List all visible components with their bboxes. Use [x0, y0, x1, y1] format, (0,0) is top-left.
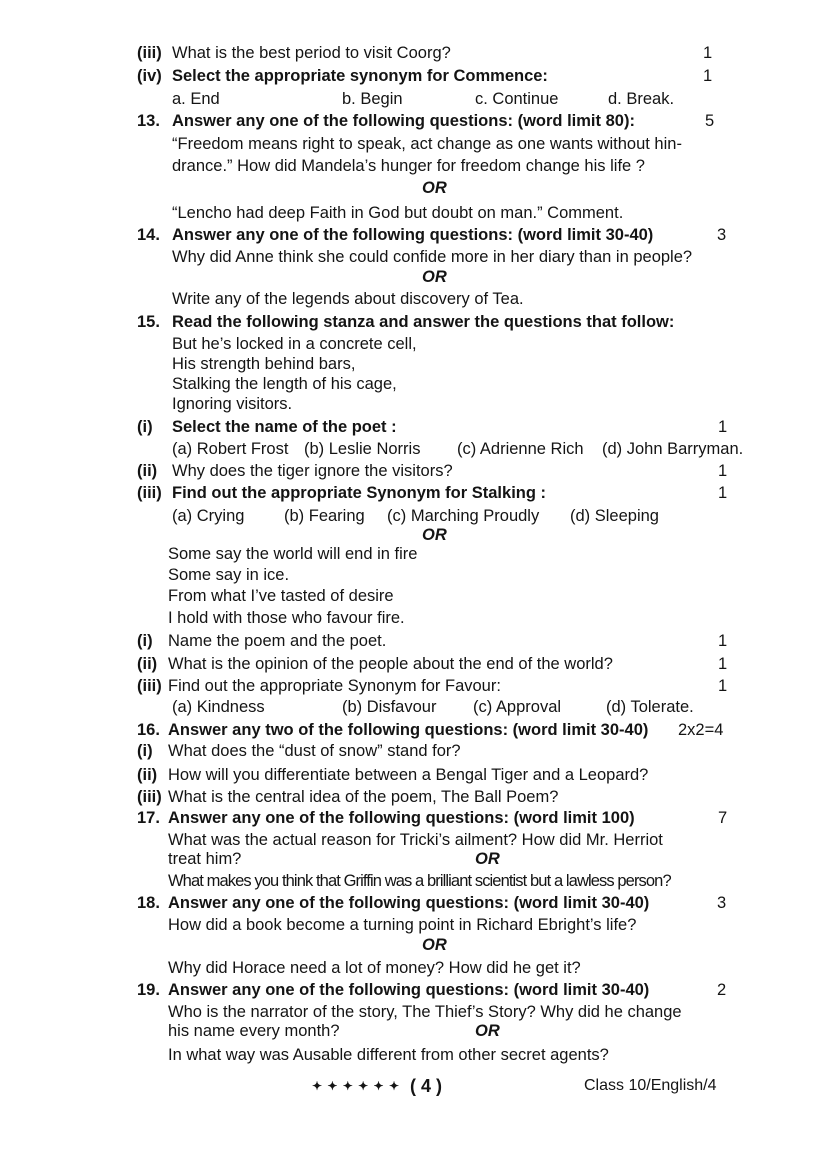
question-number: (i): [137, 632, 153, 650]
question-line: [0, 42, 826, 64]
class-label: Class 10/English/4: [584, 1077, 717, 1094]
question-text: What is the opinion of the people about the end of the world?: [168, 655, 613, 673]
marks: 1: [718, 655, 728, 673]
text-line: [0, 1044, 826, 1066]
question-line: [0, 482, 826, 504]
marks: 1: [718, 462, 728, 480]
question-text: Write any of the legends about discovery of Tea.: [172, 290, 524, 308]
stanza-line: [0, 373, 826, 395]
marks: 7: [718, 809, 728, 827]
option-b: (b) Leslie Norris: [304, 440, 421, 458]
option-d: (d) Tolerate.: [606, 698, 694, 716]
stanza-line: [0, 333, 826, 355]
question-text: Who is the narrator of the story, The Thief’s Story? Why did he change: [168, 1003, 682, 1021]
marks: 1: [718, 418, 728, 436]
text-line: [0, 848, 826, 870]
question-number: (ii): [137, 462, 158, 480]
text-line: [0, 155, 826, 177]
text-line: [0, 957, 826, 979]
question-text: Answer any one of the following questions: (word limit 30-40): [168, 894, 650, 912]
options-line: [0, 696, 826, 718]
poem-text: From what I’ve tasted of desire: [168, 587, 394, 605]
option-c: (c) Adrienne Rich: [457, 440, 584, 458]
or-line: [0, 177, 826, 199]
poem-line: [0, 585, 826, 607]
question-number: 13.: [137, 112, 160, 130]
question-text: Select the name of the poet :: [172, 418, 397, 436]
option-d: (d) John Barryman.: [602, 440, 744, 458]
star-ornament: ✦ ✦ ✦ ✦ ✦ ✦: [312, 1079, 400, 1093]
page-footer: [0, 1075, 826, 1097]
question-line: [0, 65, 826, 87]
or-separator: OR: [422, 179, 447, 197]
question-line: [0, 740, 826, 762]
question-text: Answer any one of the following questions: (word limit 30-40): [168, 981, 650, 999]
question-text: Answer any one of the following questions: (word limit 30-40): [172, 226, 654, 244]
question-line: [0, 719, 826, 741]
marks: 1: [718, 677, 728, 695]
question-line: [0, 460, 826, 482]
or-separator: OR: [475, 850, 500, 868]
question-text: Why does the tiger ignore the visitors?: [172, 462, 453, 480]
marks: 3: [717, 226, 727, 244]
option-b: (b) Fearing: [284, 507, 365, 525]
question-text: In what way was Ausable different from other secret agents?: [168, 1046, 609, 1064]
question-text: What is the central idea of the poem, The Ball Poem?: [168, 788, 559, 806]
or-line: [0, 266, 826, 288]
question-text: his name every month?: [168, 1022, 340, 1040]
question-text: Why did Horace need a lot of money? How did he get it?: [168, 959, 581, 977]
option-a: a. End: [172, 90, 220, 108]
option-c: (c) Approval: [473, 698, 562, 716]
stanza-text: Stalking the length of his cage,: [172, 375, 397, 393]
or-separator: OR: [422, 936, 447, 954]
poem-text: Some say in ice.: [168, 566, 290, 584]
question-number: 17.: [137, 809, 160, 827]
question-line: [0, 630, 826, 652]
question-text: What was the actual reason for Tricki’s ailment? How did Mr. Herriot: [168, 831, 663, 849]
option-d: d. Break.: [608, 90, 675, 108]
stanza-line: [0, 353, 826, 375]
question-number: 18.: [137, 894, 160, 912]
option-c: (c) Marching Proudly: [387, 507, 540, 525]
question-text: treat him?: [168, 850, 242, 868]
or-separator: OR: [475, 1022, 500, 1040]
question-text: What does the “dust of snow” stand for?: [168, 742, 461, 760]
question-text: How will you differentiate between a Bengal Tiger and a Leopard?: [168, 766, 649, 784]
question-text: What makes you think that Griffin was a brilliant scientist but a lawless person?: [168, 872, 671, 890]
option-c: c. Continue: [475, 90, 559, 108]
stanza-text: But he’s locked in a concrete cell,: [172, 335, 417, 353]
question-number: (iii): [137, 484, 162, 502]
question-text: Name the poem and the poet.: [168, 632, 387, 650]
question-text: Select the appropriate synonym for Commence:: [172, 67, 548, 85]
option-b: (b) Disfavour: [342, 698, 437, 716]
question-text: Why did Anne think she could confide more in her diary than in people?: [172, 248, 693, 266]
question-line: [0, 224, 826, 246]
stanza-text: His strength behind bars,: [172, 355, 356, 373]
marks: 1: [703, 67, 713, 85]
question-text: Find out the appropriate Synonym for Stalking :: [172, 484, 547, 502]
question-text: drance.” How did Mandela’s hunger for freedom change his life ?: [172, 157, 645, 175]
question-text: “Lencho had deep Faith in God but doubt on man.” Comment.: [172, 204, 624, 222]
poem-text: I hold with those who favour fire.: [168, 609, 405, 627]
text-line: [0, 914, 826, 936]
question-line: [0, 675, 826, 697]
or-separator: OR: [422, 526, 447, 544]
marks: 5: [705, 112, 715, 130]
text-line: [0, 246, 826, 268]
question-line: [0, 653, 826, 675]
or-line: [0, 934, 826, 956]
text-line: [0, 133, 826, 155]
question-number: (i): [137, 418, 153, 436]
question-number: 15.: [137, 313, 160, 331]
question-line: [0, 311, 826, 333]
question-text: “Freedom means right to speak, act change as one wants without hin-: [172, 135, 682, 153]
text-line: [0, 1020, 826, 1042]
question-line: [0, 786, 826, 808]
question-line: [0, 764, 826, 786]
question-text: Answer any one of the following questions: (word limit 100): [168, 809, 635, 827]
question-number: 19.: [137, 981, 160, 999]
text-line: [0, 870, 826, 892]
question-text: Answer any two of the following questions: (word limit 30-40): [168, 721, 649, 739]
or-separator: OR: [422, 268, 447, 286]
poem-line: [0, 607, 826, 629]
question-number: (ii): [137, 766, 158, 784]
options-line: [0, 88, 826, 110]
question-number: (i): [137, 742, 153, 760]
marks: 1: [718, 632, 728, 650]
question-line: [0, 416, 826, 438]
option-a: (a) Kindness: [172, 698, 265, 716]
stanza-line: [0, 393, 826, 415]
option-b: b. Begin: [342, 90, 403, 108]
poem-text: Some say the world will end in fire: [168, 545, 418, 563]
marks: 1: [718, 484, 728, 502]
question-line: [0, 807, 826, 829]
question-number: 14.: [137, 226, 160, 244]
question-number: (iii): [137, 677, 162, 695]
marks: 3: [717, 894, 727, 912]
question-number: (iii): [137, 788, 162, 806]
marks: 2x2=4: [678, 721, 724, 739]
text-line: [0, 288, 826, 310]
question-number: (ii): [137, 655, 158, 673]
question-text: What is the best period to visit Coorg?: [172, 44, 451, 62]
options-line: [0, 438, 826, 460]
marks: 1: [703, 44, 713, 62]
option-d: (d) Sleeping: [570, 507, 659, 525]
question-number: (iii): [137, 44, 162, 62]
question-text: Read the following stanza and answer the questions that follow:: [172, 313, 675, 331]
text-line: [0, 202, 826, 224]
poem-line: [0, 564, 826, 586]
question-text: Find out the appropriate Synonym for Favour:: [168, 677, 501, 695]
stanza-text: Ignoring visitors.: [172, 395, 293, 413]
question-line: [0, 979, 826, 1001]
question-number: 16.: [137, 721, 160, 739]
question-number: (iv): [137, 67, 162, 85]
question-text: Answer any one of the following questions: (word limit 80):: [172, 112, 635, 130]
question-line: [0, 110, 826, 132]
option-a: (a) Crying: [172, 507, 245, 525]
marks: 2: [717, 981, 727, 999]
question-line: [0, 892, 826, 914]
question-text: How did a book become a turning point in Richard Ebright’s life?: [168, 916, 637, 934]
page-number: ( 4 ): [410, 1076, 443, 1096]
option-a: (a) Robert Frost: [172, 440, 289, 458]
poem-line: [0, 543, 826, 565]
